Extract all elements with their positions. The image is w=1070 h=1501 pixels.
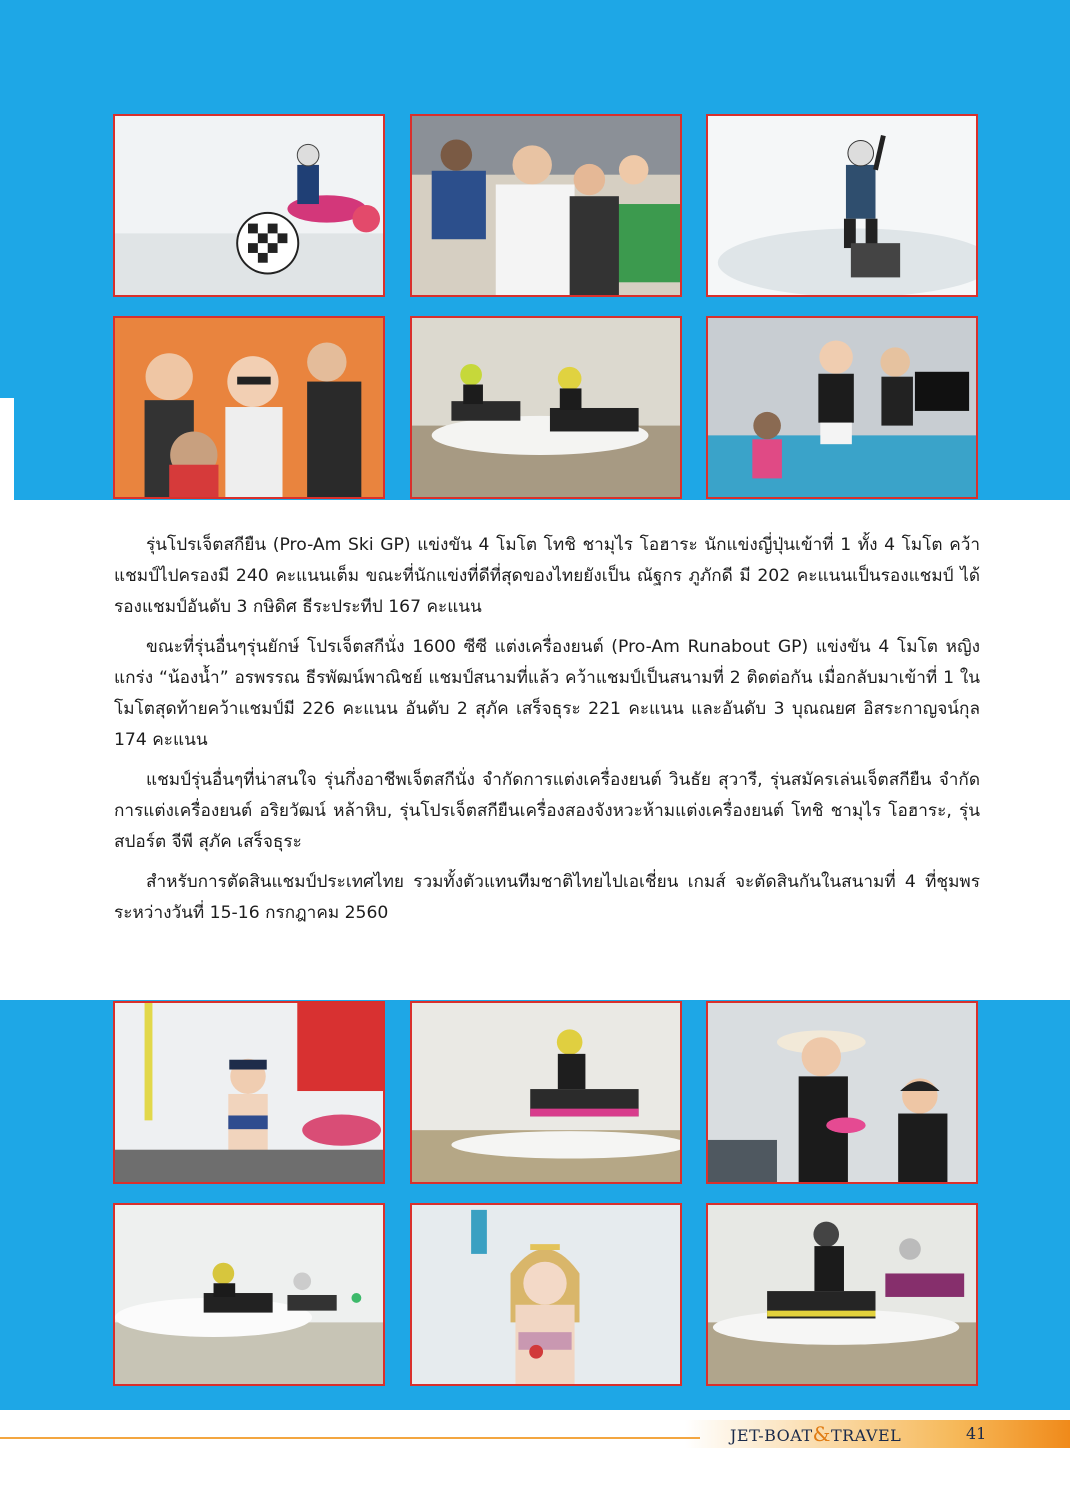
photo-freestyle-rider-splash [706, 114, 978, 297]
photo-woman-bikini-beach [410, 1203, 682, 1386]
footer-rule [0, 1437, 700, 1439]
paragraph-other-champions: แชมป์รุ่นอื่นๆที่น่าสนใจ รุ่นกึ่งอาชีพเจ็ตสกีนั่ง จำกัดการแต่งเครื่องยนต์ วินธัย สุวารี, รุ่นสมัครเล่นเจ็ตสกียืน จำกัดการแต่งเครื่องยนต์ อริยวัฒน์ หล้าหิบ, รุ่นโปรเจ็ตสกียืนเครื่องสองจังหวะห้ามแต่งเครื่องยนต์ โทชิ ชามุไร โอฮาระ, รุ่นสปอร์ต จีพี สุภัค เสร็จธุระ [114, 770, 980, 852]
photo-jetskis-spray [113, 1203, 385, 1386]
page-number: 41 [966, 1424, 987, 1443]
photo-two-jetskis-racing [410, 316, 682, 499]
photo-woman-cap-umbrella [113, 1001, 385, 1184]
paragraph-proam-ski: รุ่นโปรเจ็ตสกียืน (Pro-Am Ski GP) แข่งขัน 4 โมโต โทชิ ชามุไร โอฮาระ นักแข่งญี่ปุ่นเข้าที่ 1 ทั้ง 4 โมโต คว้าแชมป์ไปครองมี 240 คะแนนเต็ม ขณะที่นักแข่งที่ดีที่สุดของไทยยังเป็น ณัฐกร ภูภักดี มี 202 คะแนนเป็นรองแชมป์ ได้รองแชมป์อันดับ 3 กษิดิศ ธีระประทีป 167 คะแนน [114, 535, 980, 617]
photo-jetski-rider-buoy [113, 114, 385, 297]
paragraph-proam-runabout: ขณะที่รุ่นอื่นๆรุ่นยักษ์ โปรเจ็ตสกีนั่ง 1600 ซีซี แต่งเครื่องยนต์ (Pro-Am Runabout GP) แข่งขัน 4 โมโต หญิงแกร่ง “น้องน้ำ” อรพรรณ ธีรพัฒน์พาณิชย์ แชมป์สนามที่แล้ว คว้าแชมป์เป็นสนามที่ 2 ติดต่อกัน เมื่อกลับมาเข้าที่ 1 ในโมโตสุดท้ายคว้าแชมป์มี 226 คะแนน อันดับ 2 สุภัค เสร็จธุระ 221 คะแนน และอันดับ 3 บุณณยศ อิสระกาญจน์กุล 174 คะแนน [114, 637, 980, 750]
brand-left: JET-BOAT [730, 1426, 813, 1445]
photo-women-hats-fan [706, 1001, 978, 1184]
photo-crowd-sunglasses [113, 316, 385, 499]
side-tab [0, 398, 14, 500]
article-body [114, 530, 980, 938]
photo-spectators-stands [410, 114, 682, 297]
paragraph-next-round: สำหรับการตัดสินแชมป์ประเทศไทย รวมทั้งตัวแทนทีมชาติไทยไปเอเชี่ยน เกมส์ จะตัดสินกันในสนามที่ 4 ที่ชุมพรระหว่างวันที่ 15-16 กรกฎาคม 2560 [114, 872, 980, 923]
photo-jetskis-close-race [706, 1203, 978, 1386]
photo-jetski-airborne [410, 1001, 682, 1184]
brand-ampersand: & [812, 1422, 831, 1446]
photo-presenter-camera [706, 316, 978, 499]
brand-right: TRAVEL [830, 1426, 902, 1445]
magazine-brand [730, 1420, 901, 1450]
